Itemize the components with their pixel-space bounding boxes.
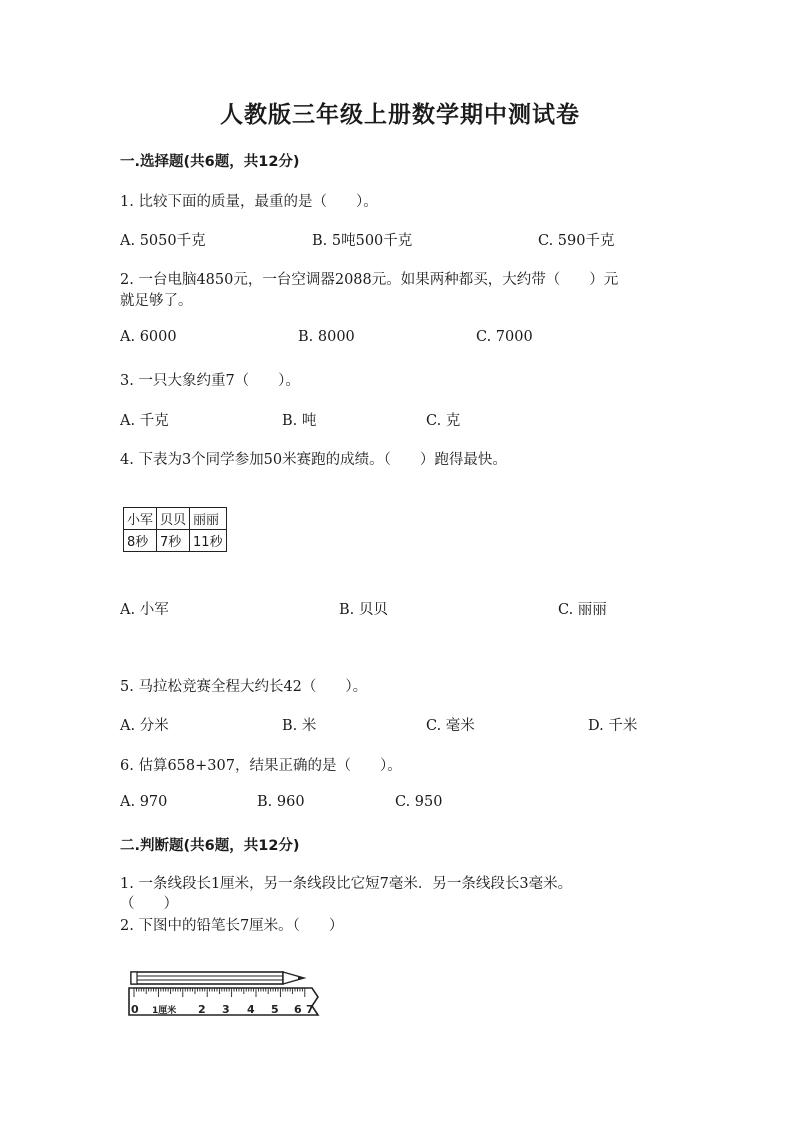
section-2-heading: 二.判断题(共6题，共12分) bbox=[120, 838, 300, 854]
table-cell-time: 8秒 bbox=[124, 530, 157, 552]
table-cell-name: 小军 bbox=[124, 508, 157, 530]
question-1-6: 6. 估算658+307，结果正确的是（ ）。 bbox=[120, 758, 402, 774]
q1-4-option-b: B. 贝贝 bbox=[339, 602, 388, 618]
ruler-label: 2 bbox=[198, 1003, 206, 1016]
ruler-label: 4 bbox=[247, 1003, 255, 1016]
table-cell-name: 贝贝 bbox=[157, 508, 190, 530]
table-row bbox=[124, 530, 227, 552]
pencil-ruler-figure bbox=[126, 966, 324, 1026]
question-1-2-line1: 2. 一台电脑4850元，一台空调器2088元。如果两种都买，大约带（ ）元 bbox=[120, 272, 619, 288]
q1-3-option-b: B. 吨 bbox=[282, 413, 317, 429]
q1-3-option-a: A. 千克 bbox=[120, 413, 169, 429]
table-cell-time: 11秒 bbox=[190, 530, 227, 552]
page-title: 人教版三年级上册数学期中测试卷 bbox=[220, 101, 580, 128]
q1-2-option-b: B. 8000 bbox=[298, 329, 355, 345]
section-1-heading: 一.选择题(共6题，共12分) bbox=[120, 154, 300, 170]
table-row bbox=[124, 508, 227, 530]
q1-3-option-c: C. 克 bbox=[426, 413, 461, 429]
ruler-label: 7 bbox=[306, 1003, 314, 1016]
question-2-1-line1: 1. 一条线段长1厘米，另一条线段比它短7毫米．另一条线段长3毫米。 bbox=[120, 876, 573, 892]
q1-6-option-a: A. 970 bbox=[120, 794, 168, 810]
q1-5-option-d: D. 千米 bbox=[588, 718, 638, 734]
q1-5-option-c: C. 毫米 bbox=[426, 718, 475, 734]
question-1-2-line2: 就足够了。 bbox=[120, 293, 193, 309]
question-1-5: 5. 马拉松竞赛全程大约长42（ ）。 bbox=[120, 679, 368, 695]
table-cell-name: 丽丽 bbox=[190, 508, 227, 530]
question-2-1-line2: （ ） bbox=[120, 896, 178, 912]
q1-1-option-c: C. 590千克 bbox=[538, 233, 615, 249]
q1-2-option-c: C. 7000 bbox=[476, 329, 533, 345]
q1-4-option-a: A. 小军 bbox=[120, 602, 169, 618]
q1-6-option-b: B. 960 bbox=[257, 794, 305, 810]
q1-4-option-c: C. 丽丽 bbox=[558, 602, 607, 618]
q1-1-option-a: A. 5050千克 bbox=[120, 233, 206, 249]
ruler-label: 5 bbox=[271, 1003, 279, 1016]
pencil-icon bbox=[131, 972, 304, 984]
table-cell-time: 7秒 bbox=[157, 530, 190, 552]
question-1-1: 1. 比较下面的质量，最重的是（ ）。 bbox=[120, 194, 378, 210]
results-table bbox=[123, 507, 227, 552]
ruler-label: 0 bbox=[131, 1003, 139, 1016]
question-1-3: 3. 一只大象约重7（ ）。 bbox=[120, 373, 300, 389]
ruler-label: 1厘米 bbox=[152, 1006, 177, 1016]
q1-6-option-c: C. 950 bbox=[395, 794, 443, 810]
q1-5-option-b: B. 米 bbox=[282, 718, 317, 734]
ruler-label: 3 bbox=[222, 1003, 230, 1016]
question-1-4: 4. 下表为3个同学参加50米赛跑的成绩。（ ）跑得最快。 bbox=[120, 452, 507, 468]
question-2-2: 2. 下图中的铅笔长7厘米。（ ） bbox=[120, 918, 344, 934]
q1-2-option-a: A. 6000 bbox=[120, 329, 177, 345]
q1-5-option-a: A. 分米 bbox=[120, 718, 169, 734]
q1-1-option-b: B. 5吨500千克 bbox=[312, 233, 413, 249]
ruler-label: 6 bbox=[294, 1003, 302, 1016]
